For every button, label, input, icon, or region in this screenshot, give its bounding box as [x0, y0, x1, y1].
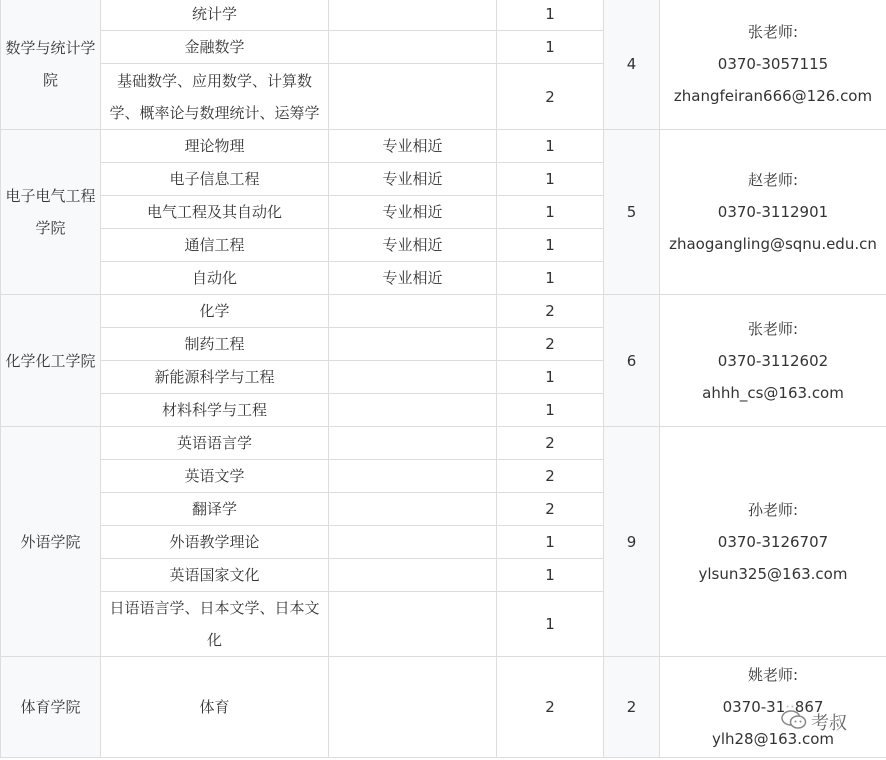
- major-cell: 英语国家文化: [101, 559, 329, 592]
- contact-cell: [660, 0, 886, 130]
- count-cell: 1: [497, 196, 604, 229]
- major-cell: 体育: [101, 657, 329, 758]
- requirement-cell: 专业相近: [329, 163, 497, 196]
- requirement-cell: [329, 295, 497, 328]
- count-cell: 2: [497, 427, 604, 460]
- requirement-cell: 专业相近: [329, 262, 497, 295]
- count-cell: 2: [497, 657, 604, 758]
- contact-email: ahhh_cs@163.com: [702, 383, 844, 402]
- contact-teacher: 孙老师:: [747, 500, 799, 519]
- contact-cell: [660, 427, 886, 657]
- contact-teacher: 姚老师:: [747, 666, 799, 684]
- major-cell: 金融数学: [101, 31, 329, 64]
- total-cell: 9: [604, 427, 660, 657]
- table-row: [1, 657, 886, 758]
- major-cell: 新能源科学与工程: [101, 361, 329, 394]
- major-cell: 外语教学理论: [101, 526, 329, 559]
- requirement-cell: [329, 460, 497, 493]
- major-cell: 材料科学与工程: [101, 394, 329, 427]
- total-cell: 2: [604, 657, 660, 758]
- major-cell: 英语文学: [101, 460, 329, 493]
- major-cell: 理论物理: [101, 130, 329, 163]
- requirement-cell: 专业相近: [329, 196, 497, 229]
- contact-cell: [660, 295, 886, 427]
- requirement-cell: [329, 328, 497, 361]
- count-cell: 2: [497, 64, 604, 130]
- count-cell: 1: [497, 0, 604, 31]
- major-cell: 制药工程: [101, 328, 329, 361]
- watermark: [781, 706, 881, 738]
- requirement-cell: [329, 394, 497, 427]
- count-cell: 2: [497, 493, 604, 526]
- count-cell: 2: [497, 328, 604, 361]
- requirement-cell: [329, 657, 497, 758]
- major-cell: 英语语言学: [101, 427, 329, 460]
- major-cell: 翻译学: [101, 493, 329, 526]
- table-row: [1, 427, 886, 460]
- requirement-cell: [329, 0, 497, 31]
- requirement-cell: [329, 559, 497, 592]
- total-cell: 4: [604, 0, 660, 130]
- count-cell: 1: [497, 31, 604, 64]
- major-cell: 通信工程: [101, 229, 329, 262]
- contact-phone: 0370-31··867: [722, 698, 824, 716]
- contact-phone: 0370-3057115: [717, 54, 829, 73]
- total-cell: 5: [604, 130, 660, 295]
- requirement-cell: [329, 361, 497, 394]
- contact-email: zhangfeiran666@126.com: [673, 86, 873, 105]
- requirement-cell: [329, 31, 497, 64]
- requirement-cell: 专业相近: [329, 130, 497, 163]
- count-cell: 1: [497, 526, 604, 559]
- requirement-cell: 专业相近: [329, 229, 497, 262]
- table-row: [1, 130, 886, 163]
- major-cell: 统计学: [101, 0, 329, 31]
- contact-phone: 0370-3112602: [717, 351, 829, 370]
- table-row: [1, 0, 886, 31]
- college-cell: 化学化工学院: [1, 295, 101, 427]
- count-cell: 1: [497, 262, 604, 295]
- requirement-cell: [329, 592, 497, 657]
- count-cell: 1: [497, 130, 604, 163]
- requirement-cell: [329, 427, 497, 460]
- watermark-text: 考叔: [811, 713, 847, 734]
- contact-phone: 0370-3126707: [717, 532, 829, 551]
- count-cell: 1: [497, 394, 604, 427]
- major-cell: 自动化: [101, 262, 329, 295]
- count-cell: 1: [497, 361, 604, 394]
- major-cell: 电子信息工程: [101, 163, 329, 196]
- major-cell: 电气工程及其自动化: [101, 196, 329, 229]
- contact-email: zhaogangling@sqnu.edu.cn: [669, 235, 877, 253]
- requirement-cell: [329, 493, 497, 526]
- college-cell: 电子电气工程学院: [1, 130, 101, 295]
- total-cell: 6: [604, 295, 660, 427]
- contact-email: ylh28@163.com: [711, 730, 835, 748]
- count-cell: 1: [497, 559, 604, 592]
- contact-teacher: 张老师:: [747, 22, 799, 41]
- college-cell: 外语学院: [1, 427, 101, 657]
- wechat-bubble-icon: [781, 709, 807, 736]
- contact-phone: 0370-3112901: [717, 203, 829, 221]
- contact-cell: [660, 130, 886, 295]
- major-cell: 日语语言学、日本文学、日本文化: [101, 592, 329, 657]
- requirement-cell: [329, 64, 497, 130]
- count-cell: 2: [497, 460, 604, 493]
- major-cell: 化学: [101, 295, 329, 328]
- major-cell: 基础数学、应用数学、计算数学、概率论与数理统计、运筹学: [101, 64, 329, 130]
- contact-email: ylsun325@163.com: [698, 564, 848, 583]
- table-row: [1, 295, 886, 328]
- college-cell: 数学与统计学院: [1, 0, 101, 130]
- contact-teacher: 张老师:: [747, 319, 799, 338]
- count-cell: 1: [497, 163, 604, 196]
- college-cell: 体育学院: [1, 657, 101, 758]
- count-cell: 1: [497, 592, 604, 657]
- count-cell: 1: [497, 229, 604, 262]
- count-cell: 2: [497, 295, 604, 328]
- contact-teacher: 赵老师:: [747, 171, 799, 189]
- requirement-cell: [329, 526, 497, 559]
